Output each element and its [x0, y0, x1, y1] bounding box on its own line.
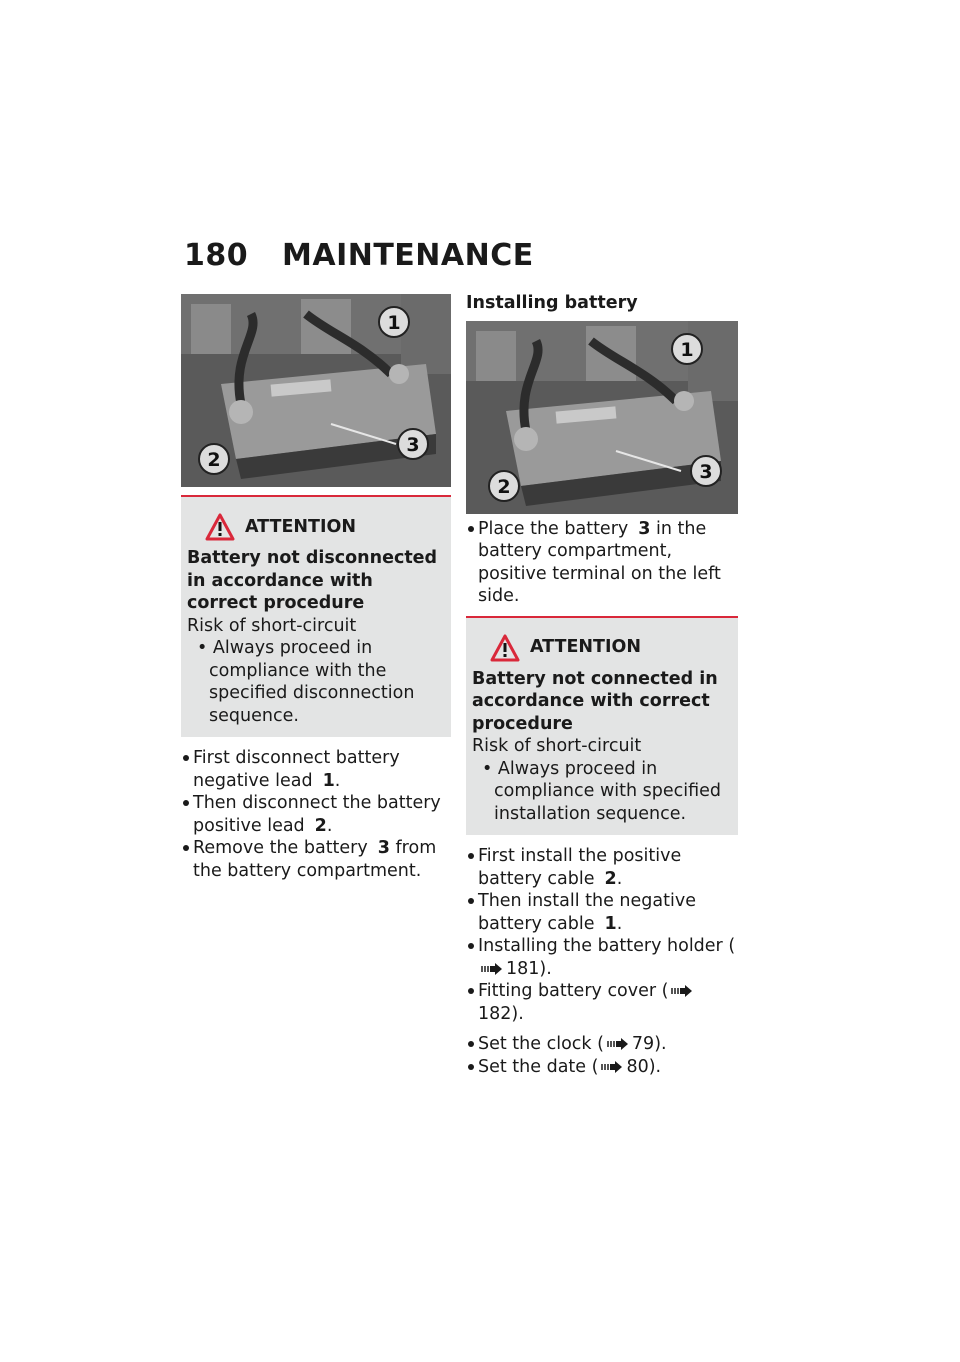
callout-2: 2 [207, 449, 221, 471]
page-ref[interactable]: 80 [626, 1056, 649, 1077]
page-ref-arrow-icon [601, 1061, 623, 1073]
callout-3: 3 [406, 434, 420, 456]
step-text: Installing the battery holder [478, 936, 723, 956]
page-header [184, 238, 534, 273]
step-ref: 1 [322, 770, 335, 791]
step-text: Place the battery [478, 518, 629, 539]
step-text: Set the date [478, 1056, 587, 1077]
page-ref[interactable]: 181 [506, 958, 540, 979]
list-item [466, 518, 738, 608]
attention-bullet: • Always proceed in compliance with specified installation sequence. [482, 758, 722, 824]
list-item [181, 837, 451, 882]
step-text: Fitting battery cover [478, 981, 657, 1001]
callout-3: 3 [699, 460, 713, 483]
page-ref[interactable]: 182 [478, 1003, 512, 1024]
step-text: Then disconnect the battery positive lead [193, 793, 441, 836]
page-number: 180 [184, 238, 249, 273]
callout-2: 2 [497, 475, 511, 498]
list-item: Then disconnect the battery positive lead 2. [181, 792, 451, 837]
attention-title: Battery not connected in accordance with correct procedure [472, 668, 718, 734]
page-ref-arrow-icon [671, 985, 693, 997]
attention-title: Battery not disconnected in accordance with correct procedure [187, 548, 438, 613]
page-ref-arrow-icon [481, 963, 503, 975]
step-text: Set the clock [478, 1034, 592, 1054]
page-ref[interactable]: 79 [631, 1034, 655, 1054]
battery-install-photo [466, 321, 738, 514]
warning-icon [205, 513, 235, 541]
list-item: First install the positive battery cable 2. [466, 845, 738, 890]
warning-icon [490, 634, 520, 662]
attention-bullet: • Always proceed in compliance with the specified disconnection sequence. [197, 638, 415, 726]
step-text: First disconnect battery negative lead [193, 748, 400, 791]
attention-risk: Risk of short-circuit [187, 615, 357, 636]
callout-1: 1 [387, 312, 401, 334]
list-item: Then install the negative battery cable 1. [466, 890, 738, 935]
attention-bullet-text: Always proceed in compliance with the specified disconnection sequence. [209, 638, 415, 726]
left-column [181, 294, 451, 882]
step-ref: 3 [377, 838, 390, 858]
step-text: Then install the negative battery cable [478, 891, 696, 934]
list-item: Set the clock ( 79). [466, 1033, 738, 1056]
list-item: First disconnect battery negative lead 1. [181, 747, 451, 792]
attention-box [181, 495, 451, 737]
list-item: Fitting battery cover (182). [466, 980, 738, 1025]
section-title: MAINTENANCE [282, 238, 534, 273]
right-column [466, 292, 738, 1078]
clock-date-steps [466, 1033, 738, 1078]
step-ref: 2 [314, 815, 327, 836]
install-steps [466, 845, 738, 1025]
attention-box [466, 616, 738, 836]
step-text: First install the positive battery cable [478, 846, 682, 889]
step-ref: 3 [638, 518, 651, 539]
step-ref: 1 [604, 913, 617, 934]
step-text-after: in the battery compartment, positive terminal on the left side. [478, 518, 721, 606]
removal-steps [181, 747, 451, 882]
callout-1: 1 [680, 338, 694, 361]
attention-bullet-text: Always proceed in compliance with specified installation sequence. [494, 758, 722, 824]
battery-removal-photo [181, 294, 451, 487]
step-ref: 2 [604, 868, 617, 889]
attention-label: ATTENTION [530, 637, 642, 658]
step-text: Remove the battery [193, 838, 368, 858]
step-text-after: from the battery compartment. [193, 838, 437, 881]
page-ref-arrow-icon [607, 1038, 629, 1050]
attention-label: ATTENTION [245, 516, 357, 537]
attention-risk: Risk of short-circuit [472, 736, 642, 756]
list-item: Set the date ( 80). [466, 1056, 738, 1079]
list-item: Installing the battery holder (181). [466, 935, 738, 980]
installing-battery-title: Installing battery [466, 293, 638, 313]
place-step [466, 518, 738, 608]
